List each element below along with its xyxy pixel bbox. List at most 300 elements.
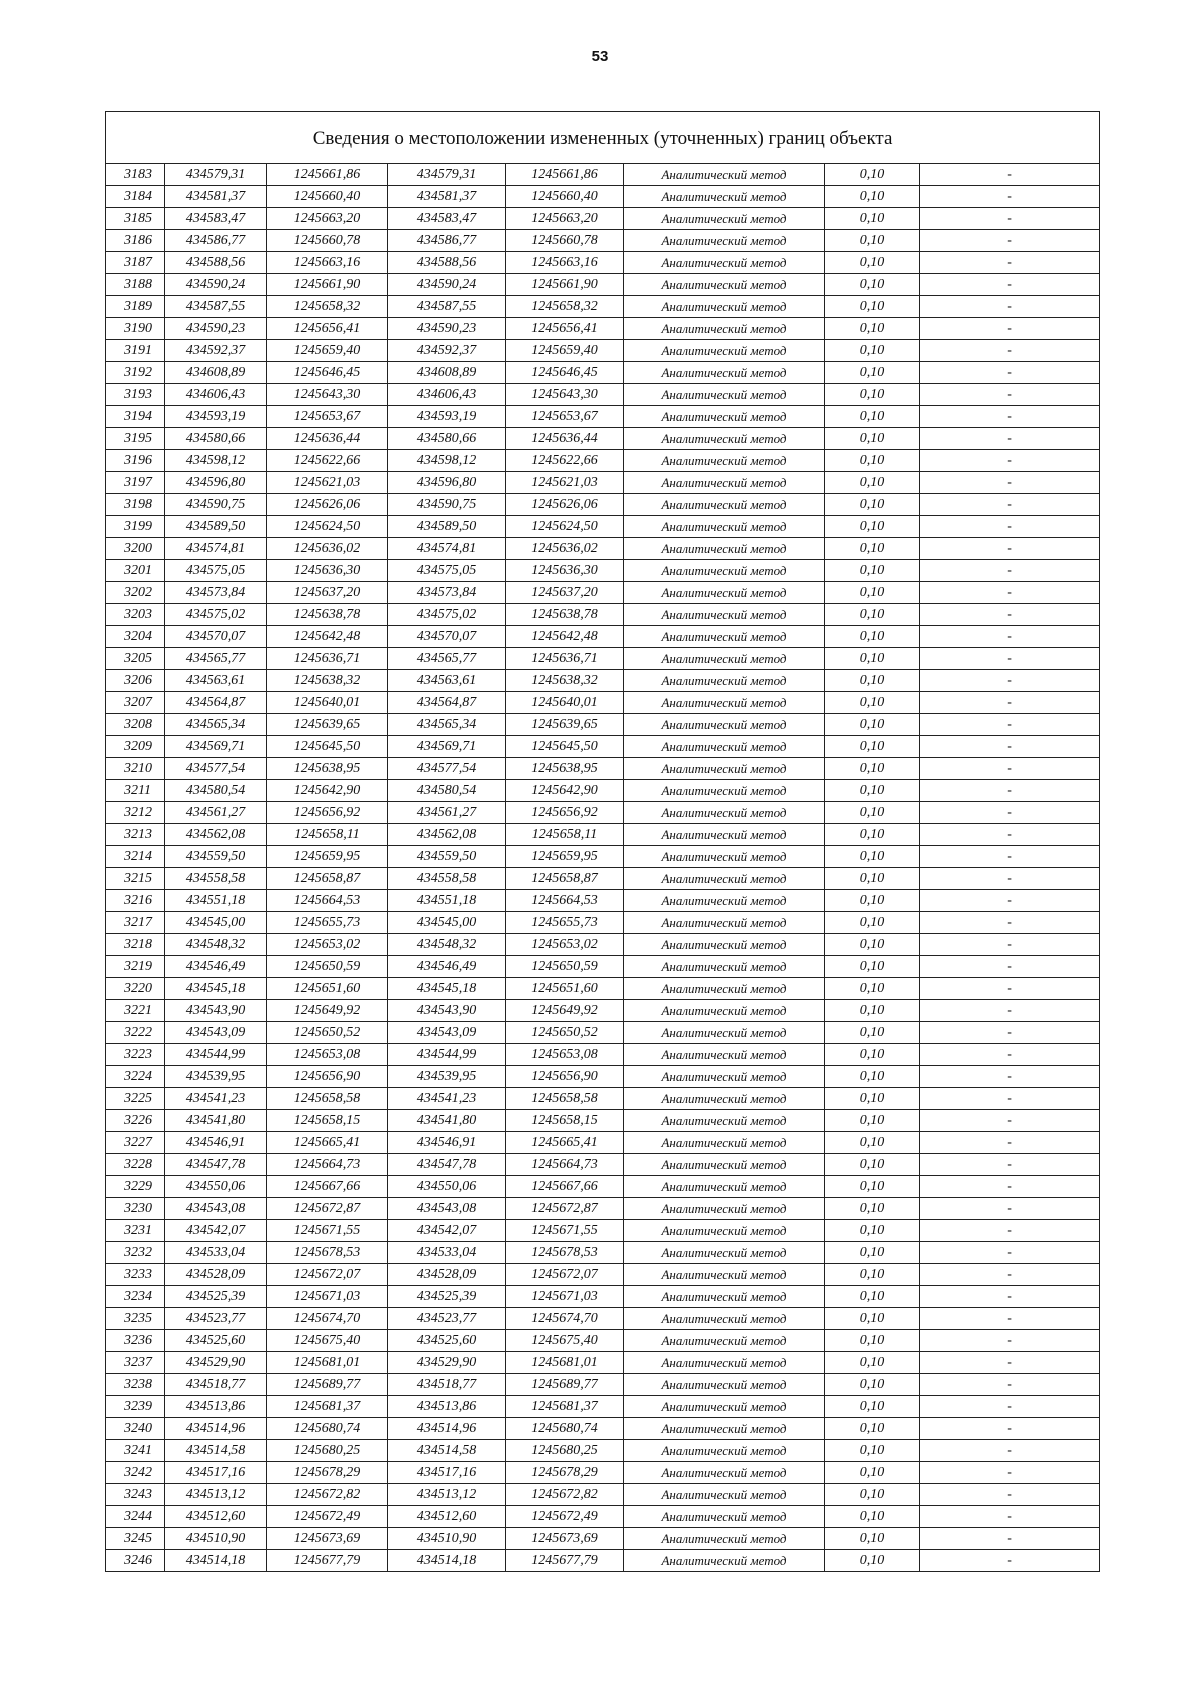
point-number-cell: 3199 (106, 516, 165, 538)
method-cell: Аналитический метод (624, 1396, 825, 1418)
x-new-cell: 434523,77 (388, 1308, 506, 1330)
point-number-cell: 3246 (106, 1550, 165, 1572)
method-cell: Аналитический метод (624, 1154, 825, 1176)
point-number-cell: 3233 (106, 1264, 165, 1286)
method-cell: Аналитический метод (624, 1066, 825, 1088)
x-new-cell: 434514,96 (388, 1418, 506, 1440)
y-existing-cell: 1245639,65 (267, 714, 388, 736)
x-existing-cell: 434523,77 (165, 1308, 267, 1330)
accuracy-cell: 0,10 (825, 318, 920, 340)
y-existing-cell: 1245671,55 (267, 1220, 388, 1242)
y-new-cell: 1245649,92 (506, 1000, 624, 1022)
accuracy-cell: 0,10 (825, 428, 920, 450)
point-number-cell: 3230 (106, 1198, 165, 1220)
y-existing-cell: 1245658,58 (267, 1088, 388, 1110)
table-row (106, 340, 1100, 362)
x-existing-cell: 434590,24 (165, 274, 267, 296)
accuracy-cell: 0,10 (825, 516, 920, 538)
method-cell: Аналитический метод (624, 802, 825, 824)
x-existing-cell: 434518,77 (165, 1374, 267, 1396)
point-number-cell: 3200 (106, 538, 165, 560)
point-number-cell: 3228 (106, 1154, 165, 1176)
x-existing-cell: 434551,18 (165, 890, 267, 912)
y-new-cell: 1245653,02 (506, 934, 624, 956)
y-existing-cell: 1245661,86 (267, 164, 388, 186)
x-new-cell: 434577,54 (388, 758, 506, 780)
accuracy-cell: 0,10 (825, 1022, 920, 1044)
y-existing-cell: 1245621,03 (267, 472, 388, 494)
x-new-cell: 434543,90 (388, 1000, 506, 1022)
y-existing-cell: 1245653,02 (267, 934, 388, 956)
x-existing-cell: 434565,77 (165, 648, 267, 670)
note-cell: - (920, 1088, 1100, 1110)
note-cell: - (920, 1308, 1100, 1330)
boundary-coordinates-table (105, 111, 1100, 1572)
note-cell: - (920, 780, 1100, 802)
y-existing-cell: 1245653,67 (267, 406, 388, 428)
y-new-cell: 1245677,79 (506, 1550, 624, 1572)
note-cell: - (920, 1176, 1100, 1198)
accuracy-cell: 0,10 (825, 1418, 920, 1440)
note-cell: - (920, 1022, 1100, 1044)
y-new-cell: 1245658,32 (506, 296, 624, 318)
x-existing-cell: 434510,90 (165, 1528, 267, 1550)
accuracy-cell: 0,10 (825, 714, 920, 736)
table-row (106, 956, 1100, 978)
y-new-cell: 1245640,01 (506, 692, 624, 714)
y-existing-cell: 1245674,70 (267, 1308, 388, 1330)
x-existing-cell: 434513,12 (165, 1484, 267, 1506)
method-cell: Аналитический метод (624, 494, 825, 516)
y-new-cell: 1245661,90 (506, 274, 624, 296)
y-new-cell: 1245663,16 (506, 252, 624, 274)
note-cell: - (920, 802, 1100, 824)
point-number-cell: 3236 (106, 1330, 165, 1352)
y-existing-cell: 1245664,73 (267, 1154, 388, 1176)
y-new-cell: 1245642,48 (506, 626, 624, 648)
table-row (106, 560, 1100, 582)
table-row (106, 274, 1100, 296)
accuracy-cell: 0,10 (825, 670, 920, 692)
accuracy-cell: 0,10 (825, 1242, 920, 1264)
x-existing-cell: 434539,95 (165, 1066, 267, 1088)
y-new-cell: 1245664,73 (506, 1154, 624, 1176)
table-row (106, 1418, 1100, 1440)
x-new-cell: 434548,32 (388, 934, 506, 956)
method-cell: Аналитический метод (624, 1308, 825, 1330)
point-number-cell: 3188 (106, 274, 165, 296)
y-existing-cell: 1245651,60 (267, 978, 388, 1000)
y-existing-cell: 1245658,15 (267, 1110, 388, 1132)
y-existing-cell: 1245646,45 (267, 362, 388, 384)
method-cell: Аналитический метод (624, 318, 825, 340)
x-new-cell: 434590,75 (388, 494, 506, 516)
y-existing-cell: 1245663,20 (267, 208, 388, 230)
page-number: 53 (591, 48, 609, 65)
method-cell: Аналитический метод (624, 406, 825, 428)
y-existing-cell: 1245658,11 (267, 824, 388, 846)
point-number-cell: 3207 (106, 692, 165, 714)
x-existing-cell: 434525,60 (165, 1330, 267, 1352)
accuracy-cell: 0,10 (825, 1396, 920, 1418)
method-cell: Аналитический метод (624, 934, 825, 956)
x-existing-cell: 434541,23 (165, 1088, 267, 1110)
point-number-cell: 3225 (106, 1088, 165, 1110)
accuracy-cell: 0,10 (825, 1374, 920, 1396)
y-existing-cell: 1245661,90 (267, 274, 388, 296)
x-new-cell: 434525,39 (388, 1286, 506, 1308)
note-cell: - (920, 692, 1100, 714)
x-new-cell: 434539,95 (388, 1066, 506, 1088)
method-cell: Аналитический метод (624, 604, 825, 626)
point-number-cell: 3219 (106, 956, 165, 978)
x-existing-cell: 434543,90 (165, 1000, 267, 1022)
method-cell: Аналитический метод (624, 582, 825, 604)
x-new-cell: 434528,09 (388, 1264, 506, 1286)
method-cell: Аналитический метод (624, 1374, 825, 1396)
table-row (106, 1484, 1100, 1506)
x-new-cell: 434579,31 (388, 164, 506, 186)
table-row (106, 1044, 1100, 1066)
note-cell: - (920, 450, 1100, 472)
note-cell: - (920, 428, 1100, 450)
method-cell: Аналитический метод (624, 736, 825, 758)
x-existing-cell: 434514,96 (165, 1418, 267, 1440)
accuracy-cell: 0,10 (825, 692, 920, 714)
x-existing-cell: 434565,34 (165, 714, 267, 736)
table-row (106, 1506, 1100, 1528)
method-cell: Аналитический метод (624, 1242, 825, 1264)
point-number-cell: 3243 (106, 1484, 165, 1506)
x-existing-cell: 434608,89 (165, 362, 267, 384)
accuracy-cell: 0,10 (825, 274, 920, 296)
y-existing-cell: 1245650,52 (267, 1022, 388, 1044)
note-cell: - (920, 230, 1100, 252)
x-new-cell: 434562,08 (388, 824, 506, 846)
x-new-cell: 434587,55 (388, 296, 506, 318)
accuracy-cell: 0,10 (825, 186, 920, 208)
point-number-cell: 3220 (106, 978, 165, 1000)
note-cell: - (920, 1286, 1100, 1308)
accuracy-cell: 0,10 (825, 362, 920, 384)
y-existing-cell: 1245664,53 (267, 890, 388, 912)
table-row (106, 978, 1100, 1000)
method-cell: Аналитический метод (624, 1176, 825, 1198)
note-cell: - (920, 1242, 1100, 1264)
note-cell: - (920, 164, 1100, 186)
x-new-cell: 434512,60 (388, 1506, 506, 1528)
note-cell: - (920, 1550, 1100, 1572)
method-cell: Аналитический метод (624, 340, 825, 362)
note-cell: - (920, 1220, 1100, 1242)
method-cell: Аналитический метод (624, 1088, 825, 1110)
table-row (106, 1198, 1100, 1220)
note-cell: - (920, 560, 1100, 582)
note-cell: - (920, 1528, 1100, 1550)
x-new-cell: 434543,09 (388, 1022, 506, 1044)
point-number-cell: 3227 (106, 1132, 165, 1154)
table-row (106, 802, 1100, 824)
y-existing-cell: 1245663,16 (267, 252, 388, 274)
point-number-cell: 3214 (106, 846, 165, 868)
method-cell: Аналитический метод (624, 274, 825, 296)
method-cell: Аналитический метод (624, 428, 825, 450)
method-cell: Аналитический метод (624, 956, 825, 978)
x-existing-cell: 434573,84 (165, 582, 267, 604)
method-cell: Аналитический метод (624, 1528, 825, 1550)
x-existing-cell: 434533,04 (165, 1242, 267, 1264)
method-cell: Аналитический метод (624, 758, 825, 780)
accuracy-cell: 0,10 (825, 164, 920, 186)
y-new-cell: 1245656,90 (506, 1066, 624, 1088)
note-cell: - (920, 1352, 1100, 1374)
y-new-cell: 1245681,01 (506, 1352, 624, 1374)
table-row (106, 868, 1100, 890)
x-existing-cell: 434547,78 (165, 1154, 267, 1176)
table-row (106, 450, 1100, 472)
x-new-cell: 434575,05 (388, 560, 506, 582)
x-new-cell: 434551,18 (388, 890, 506, 912)
note-cell: - (920, 252, 1100, 274)
point-number-cell: 3186 (106, 230, 165, 252)
table-row (106, 890, 1100, 912)
point-number-cell: 3209 (106, 736, 165, 758)
y-existing-cell: 1245659,40 (267, 340, 388, 362)
method-cell: Аналитический метод (624, 1264, 825, 1286)
note-cell: - (920, 1396, 1100, 1418)
x-new-cell: 434593,19 (388, 406, 506, 428)
note-cell: - (920, 494, 1100, 516)
x-new-cell: 434580,54 (388, 780, 506, 802)
x-new-cell: 434510,90 (388, 1528, 506, 1550)
accuracy-cell: 0,10 (825, 758, 920, 780)
y-existing-cell: 1245656,92 (267, 802, 388, 824)
method-cell: Аналитический метод (624, 384, 825, 406)
note-cell: - (920, 758, 1100, 780)
x-new-cell: 434575,02 (388, 604, 506, 626)
point-number-cell: 3197 (106, 472, 165, 494)
table-row (106, 1440, 1100, 1462)
y-new-cell: 1245672,82 (506, 1484, 624, 1506)
method-cell: Аналитический метод (624, 1330, 825, 1352)
y-existing-cell: 1245673,69 (267, 1528, 388, 1550)
table-row (106, 1462, 1100, 1484)
x-new-cell: 434518,77 (388, 1374, 506, 1396)
note-cell: - (920, 186, 1100, 208)
note-cell: - (920, 384, 1100, 406)
x-existing-cell: 434562,08 (165, 824, 267, 846)
y-existing-cell: 1245678,29 (267, 1462, 388, 1484)
y-new-cell: 1245646,45 (506, 362, 624, 384)
y-existing-cell: 1245640,01 (267, 692, 388, 714)
table-row (106, 230, 1100, 252)
x-existing-cell: 434579,31 (165, 164, 267, 186)
y-new-cell: 1245664,53 (506, 890, 624, 912)
point-number-cell: 3216 (106, 890, 165, 912)
note-cell: - (920, 1044, 1100, 1066)
accuracy-cell: 0,10 (825, 384, 920, 406)
table-row (106, 362, 1100, 384)
note-cell: - (920, 362, 1100, 384)
x-new-cell: 434574,81 (388, 538, 506, 560)
method-cell: Аналитический метод (624, 1484, 825, 1506)
x-new-cell: 434583,47 (388, 208, 506, 230)
accuracy-cell: 0,10 (825, 1044, 920, 1066)
table-row (106, 208, 1100, 230)
x-new-cell: 434542,07 (388, 1220, 506, 1242)
y-new-cell: 1245638,32 (506, 670, 624, 692)
x-existing-cell: 434598,12 (165, 450, 267, 472)
x-existing-cell: 434580,54 (165, 780, 267, 802)
x-existing-cell: 434583,47 (165, 208, 267, 230)
x-new-cell: 434544,99 (388, 1044, 506, 1066)
table-row (106, 1550, 1100, 1572)
x-new-cell: 434550,06 (388, 1176, 506, 1198)
table-row (106, 912, 1100, 934)
x-new-cell: 434592,37 (388, 340, 506, 362)
y-existing-cell: 1245636,30 (267, 560, 388, 582)
table-row (106, 516, 1100, 538)
point-number-cell: 3206 (106, 670, 165, 692)
y-existing-cell: 1245643,30 (267, 384, 388, 406)
point-number-cell: 3226 (106, 1110, 165, 1132)
table-row (106, 252, 1100, 274)
note-cell: - (920, 1440, 1100, 1462)
note-cell: - (920, 956, 1100, 978)
method-cell: Аналитический метод (624, 846, 825, 868)
y-new-cell: 1245658,15 (506, 1110, 624, 1132)
table-row (106, 1242, 1100, 1264)
point-number-cell: 3198 (106, 494, 165, 516)
accuracy-cell: 0,10 (825, 648, 920, 670)
y-existing-cell: 1245672,49 (267, 1506, 388, 1528)
method-cell: Аналитический метод (624, 362, 825, 384)
table-row (106, 1088, 1100, 1110)
point-number-cell: 3241 (106, 1440, 165, 1462)
x-new-cell: 434573,84 (388, 582, 506, 604)
accuracy-cell: 0,10 (825, 956, 920, 978)
point-number-cell: 3234 (106, 1286, 165, 1308)
note-cell: - (920, 582, 1100, 604)
method-cell: Аналитический метод (624, 186, 825, 208)
method-cell: Аналитический метод (624, 648, 825, 670)
table-row (106, 1132, 1100, 1154)
note-cell: - (920, 1330, 1100, 1352)
point-number-cell: 3203 (106, 604, 165, 626)
point-number-cell: 3238 (106, 1374, 165, 1396)
point-number-cell: 3185 (106, 208, 165, 230)
accuracy-cell: 0,10 (825, 736, 920, 758)
x-existing-cell: 434588,56 (165, 252, 267, 274)
point-number-cell: 3191 (106, 340, 165, 362)
accuracy-cell: 0,10 (825, 824, 920, 846)
x-existing-cell: 434606,43 (165, 384, 267, 406)
method-cell: Аналитический метод (624, 230, 825, 252)
method-cell: Аналитический метод (624, 780, 825, 802)
x-existing-cell: 434525,39 (165, 1286, 267, 1308)
y-new-cell: 1245636,44 (506, 428, 624, 450)
x-existing-cell: 434513,86 (165, 1396, 267, 1418)
y-new-cell: 1245672,49 (506, 1506, 624, 1528)
x-existing-cell: 434563,61 (165, 670, 267, 692)
note-cell: - (920, 516, 1100, 538)
y-existing-cell: 1245660,78 (267, 230, 388, 252)
x-existing-cell: 434587,55 (165, 296, 267, 318)
table-row (106, 1220, 1100, 1242)
y-existing-cell: 1245656,90 (267, 1066, 388, 1088)
point-number-cell: 3240 (106, 1418, 165, 1440)
x-new-cell: 434546,49 (388, 956, 506, 978)
point-number-cell: 3242 (106, 1462, 165, 1484)
note-cell: - (920, 1506, 1100, 1528)
method-cell: Аналитический метод (624, 670, 825, 692)
y-existing-cell: 1245675,40 (267, 1330, 388, 1352)
y-new-cell: 1245658,87 (506, 868, 624, 890)
accuracy-cell: 0,10 (825, 934, 920, 956)
x-new-cell: 434559,50 (388, 846, 506, 868)
table-row (106, 384, 1100, 406)
note-cell: - (920, 1264, 1100, 1286)
y-existing-cell: 1245638,32 (267, 670, 388, 692)
method-cell: Аналитический метод (624, 1506, 825, 1528)
table-title-row (106, 112, 1100, 164)
table-row (106, 1528, 1100, 1550)
y-existing-cell: 1245665,41 (267, 1132, 388, 1154)
x-new-cell: 434565,77 (388, 648, 506, 670)
table-row (106, 1000, 1100, 1022)
point-number-cell: 3239 (106, 1396, 165, 1418)
accuracy-cell: 0,10 (825, 978, 920, 1000)
accuracy-cell: 0,10 (825, 1264, 920, 1286)
accuracy-cell: 0,10 (825, 582, 920, 604)
point-number-cell: 3222 (106, 1022, 165, 1044)
table-row (106, 1154, 1100, 1176)
y-new-cell: 1245655,73 (506, 912, 624, 934)
y-new-cell: 1245680,25 (506, 1440, 624, 1462)
x-new-cell: 434529,90 (388, 1352, 506, 1374)
method-cell: Аналитический метод (624, 1286, 825, 1308)
table-row (106, 1066, 1100, 1088)
point-number-cell: 3183 (106, 164, 165, 186)
point-number-cell: 3195 (106, 428, 165, 450)
x-existing-cell: 434574,81 (165, 538, 267, 560)
accuracy-cell: 0,10 (825, 538, 920, 560)
method-cell: Аналитический метод (624, 1044, 825, 1066)
y-existing-cell: 1245626,06 (267, 494, 388, 516)
note-cell: - (920, 1110, 1100, 1132)
accuracy-cell: 0,10 (825, 868, 920, 890)
note-cell: - (920, 318, 1100, 340)
y-existing-cell: 1245645,50 (267, 736, 388, 758)
method-cell: Аналитический метод (624, 1418, 825, 1440)
table-row (106, 824, 1100, 846)
y-new-cell: 1245637,20 (506, 582, 624, 604)
method-cell: Аналитический метод (624, 472, 825, 494)
accuracy-cell: 0,10 (825, 1132, 920, 1154)
y-new-cell: 1245671,03 (506, 1286, 624, 1308)
x-new-cell: 434541,23 (388, 1088, 506, 1110)
x-new-cell: 434590,23 (388, 318, 506, 340)
point-number-cell: 3215 (106, 868, 165, 890)
x-new-cell: 434545,00 (388, 912, 506, 934)
table-row (106, 758, 1100, 780)
point-number-cell: 3235 (106, 1308, 165, 1330)
accuracy-cell: 0,10 (825, 890, 920, 912)
point-number-cell: 3192 (106, 362, 165, 384)
point-number-cell: 3244 (106, 1506, 165, 1528)
y-new-cell: 1245680,74 (506, 1418, 624, 1440)
table-row (106, 1286, 1100, 1308)
